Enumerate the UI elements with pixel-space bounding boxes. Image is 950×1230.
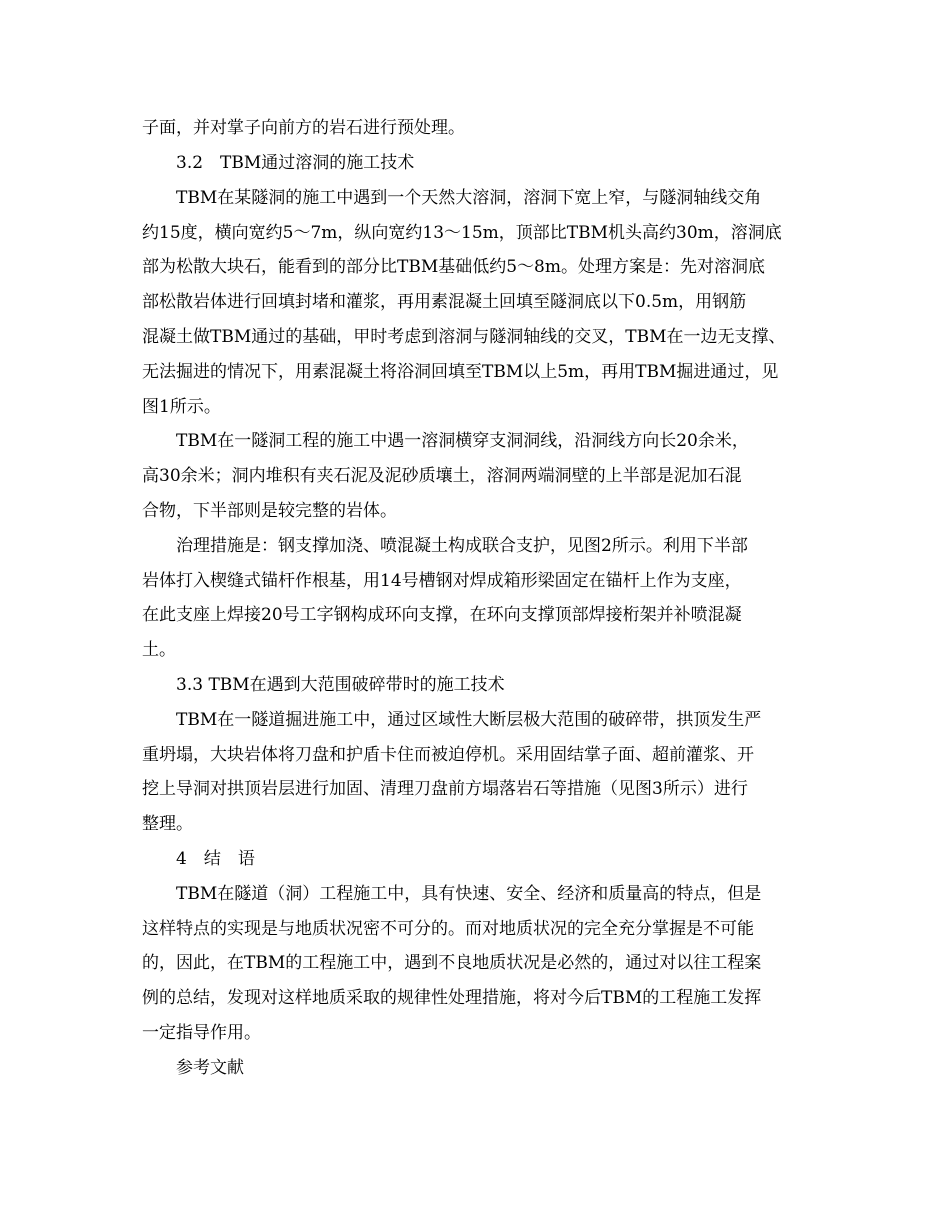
paragraph-line: 部松散岩体进行回填封堵和灌浆，再用素混凝土回填至隧洞底以下0.5m，用钢筋 [142, 292, 747, 312]
paragraph-line: 治理措施是：钢支撑加浇、喷混凝土构成联合支护，见图2所示。利用下半部 [176, 536, 748, 556]
paragraph-line: 子面，并对掌子向前方的岩石进行预处理。 [142, 118, 465, 138]
paragraph-line: 一定指导作用。 [142, 1023, 261, 1043]
paragraph-line: 在此支座上焊接20号工字钢构成环向支撑，在环向支撑顶部焊接桁架并补喷混凝 [142, 605, 742, 625]
paragraph-line: 这样特点的实现是与地质状况密不可分的。而对地质状况的完全充分掌握是不可能 [142, 919, 754, 939]
paragraph-line: 岩体打入楔缝式锚杆作根基，用14号槽钢对焊成箱形梁固定在锚杆上作为支座， [142, 571, 742, 591]
paragraph-line: 部为松散大块石，能看到的部分比TBM基础低约5～8m。处理方案是：先对溶洞底 [142, 257, 765, 277]
section-heading-3-2: 3.2 TBM通过溶洞的施工技术 [176, 153, 415, 173]
paragraph-line: 图1所示。 [142, 397, 221, 417]
paragraph-line: 土。 [142, 640, 176, 660]
paragraph-line: 整理。 [142, 814, 193, 834]
paragraph-line: 约15度，横向宽约5～7m，纵向宽约13～15m，顶部比TBM机头高约30m，溶洞底 [142, 223, 782, 243]
section-heading-4: 4 结 语 [176, 849, 255, 869]
paragraph-line: 挖上导洞对拱顶岩层进行加固、清理刀盘前方塌落岩石等措施（见图3所示）进行 [142, 779, 748, 799]
paragraph-line: TBM在一隧洞工程的施工中遇一溶洞横穿支洞洞线，沿洞线方向长20余米， [176, 431, 749, 451]
paragraph-line: 重坍塌，大块岩体将刀盘和护盾卡住而被迫停机。采用固结掌子面、超前灌浆、开 [142, 745, 754, 765]
paragraph-line: 的，因此，在TBM的工程施工中，遇到不良地质状况是必然的，通过对以往工程案 [142, 953, 762, 973]
paragraph-line: 无法掘进的情况下，用素混凝土将浴洞回填至TBM以上5m，再用TBM掘进通过，见 [142, 362, 779, 382]
paragraph-line: 高30余米；洞内堆积有夹石泥及泥砂质壤土，溶洞两端洞壁的上半部是泥加石混 [142, 466, 742, 486]
paragraph-line: TBM在某隧洞的施工中遇到一个天然大溶洞，溶洞下宽上窄，与隧洞轴线交角 [176, 188, 762, 208]
paragraph-line: TBM在隧道（洞）工程施工中，具有快速、安全、经济和质量高的特点，但是 [176, 884, 762, 904]
paragraph-line: TBM在一隧道掘进施工中，通过区域性大断层极大范围的破碎带，拱顶发生严 [176, 710, 762, 730]
paragraph-line: 混凝土做TBM通过的基础，甲时考虑到溶洞与隧洞轴线的交叉，TBM在一边无支撑、 [142, 327, 786, 347]
section-heading-3-3: 3.3 TBM在遇到大范围破碎带时的施工技术 [176, 675, 505, 695]
paragraph-line: 例的总结，发现对这样地质采取的规律性处理措施，将对今后TBM的工程施工发挥 [142, 988, 762, 1008]
references-heading: 参考文献 [176, 1058, 244, 1078]
paragraph-line: 合物，下半部则是较完整的岩体。 [142, 501, 397, 521]
